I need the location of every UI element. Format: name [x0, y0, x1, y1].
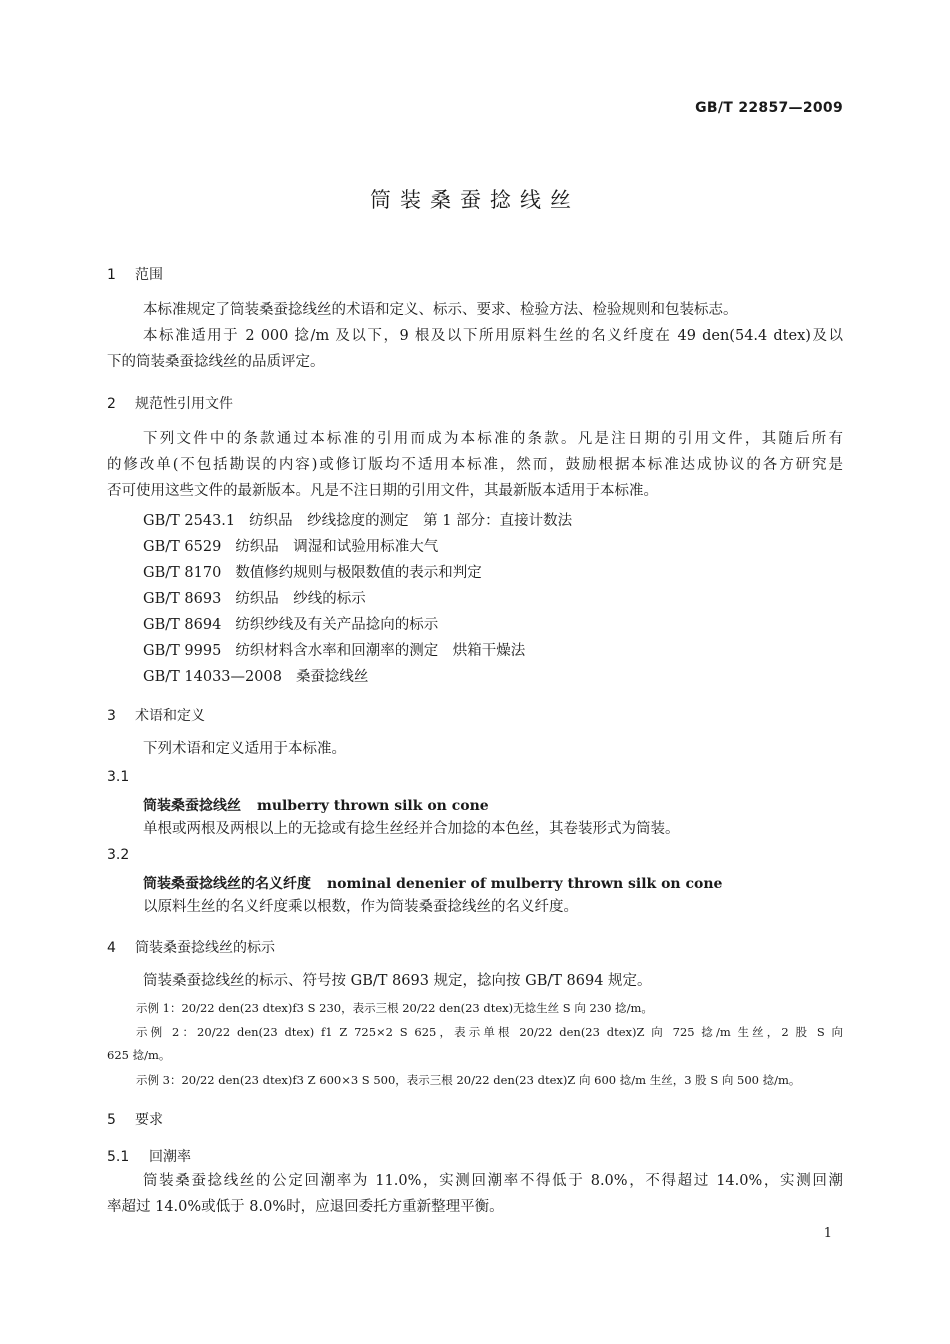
reference-title: 纺织材料含水率和回潮率的测定 烘箱干燥法: [235, 643, 526, 659]
section-number: 5: [107, 1112, 116, 1128]
reference-code: GB/T 8170: [143, 565, 222, 581]
reference-title: 数值修约规则与极限数值的表示和判定: [235, 565, 482, 581]
paragraph: 本标准规定了筒装桑蚕捻线丝的术语和定义、标示、要求、检验方法、检验规则和包装标志。: [143, 302, 738, 318]
reference-title: 纺织品 纱线捻度的测定 第 1 部分：直接计数法: [249, 513, 573, 529]
paragraph-continuation: 否可使用这些文件的最新版本。凡是不注日期的引用文件，其最新版本适用于本标准。: [107, 483, 658, 499]
section-2-heading: [107, 393, 233, 413]
paragraph: 下列文件中的条款通过本标准的引用而成为本标准的条款。凡是注日期的引用文件，其随后所有: [143, 431, 843, 447]
section-number: 3: [107, 708, 116, 724]
reference-item: [143, 587, 366, 608]
term-zh: 筒装桑蚕捻线丝的名义纤度: [143, 876, 311, 892]
section-number: 1: [107, 267, 116, 283]
term-heading: [143, 873, 722, 893]
paragraph-continuation: 的修改单(不包括勘误的内容)或修订版均不适用本标准，然而，鼓励根据本标准达成协议的各方研究是: [107, 457, 843, 473]
reference-title: 纺织品 调湿和试验用标准大气: [235, 539, 439, 555]
term-en: mulberry thrown silk on cone: [257, 798, 489, 814]
reference-code: GB/T 6529: [143, 539, 222, 555]
reference-title: 桑蚕捻线丝: [295, 669, 369, 685]
example-3: 示例 3：20/22 den(23 dtex)f3 Z 600×3 S 500，表示三根 20/22 den(23 dtex)Z 向 600 捻/m 生丝，3 股 S 向 500 捻/m。: [136, 1073, 801, 1087]
term-number: 3.2: [107, 847, 130, 863]
reference-code: GB/T 9995: [143, 643, 222, 659]
term-en: nominal denenier of mulberry thrown silk on cone: [327, 876, 723, 892]
example-2: 示例 2：20/22 den(23 dtex) f1 Z 725×2 S 625，表示单根 20/22 den(23 dtex)Z 向 725 捻/m 生丝，2 股 S 向: [136, 1025, 843, 1039]
example-2-continuation: 625 捻/m。: [107, 1048, 171, 1062]
paragraph: 下列术语和定义适用于本标准。: [143, 741, 346, 757]
term-zh: 筒装桑蚕捻线丝: [143, 798, 241, 814]
document-title: 筒装桑蚕捻线丝: [370, 188, 580, 212]
section-4-heading: [107, 937, 275, 957]
section-number: 4: [107, 940, 116, 956]
reference-code: GB/T 8694: [143, 617, 222, 633]
reference-item: [143, 561, 482, 582]
example-1: 示例 1：20/22 den(23 dtex)f3 S 230，表示三根 20/22 den(23 dtex)无捻生丝 S 向 230 捻/m。: [136, 1001, 653, 1015]
reference-title: 纺织纱线及有关产品捻向的标示: [235, 617, 439, 633]
section-title: 范围: [135, 267, 163, 283]
reference-title: 纺织品 纱线的标示: [235, 591, 366, 607]
reference-code: GB/T 2543.1: [143, 513, 236, 529]
standard-code: GB/T 22857—2009: [695, 100, 843, 116]
reference-code: GB/T 8693: [143, 591, 222, 607]
paragraph-continuation: 下的筒装桑蚕捻线丝的品质评定。: [107, 354, 325, 370]
section-5-heading: [107, 1109, 163, 1129]
reference-item: [143, 535, 438, 556]
section-1-heading: [107, 264, 163, 284]
term-definition: 以原料生丝的名义纤度乘以根数，作为筒装桑蚕捻线丝的名义纤度。: [143, 899, 578, 915]
section-number: 2: [107, 396, 116, 412]
reference-item: [143, 665, 368, 686]
term-definition: 单根或两根及两根以上的无捻或有捻生丝经并合加捻的本色丝，其卷装形式为筒装。: [143, 821, 680, 837]
section-3-heading: [107, 705, 205, 725]
section-title: 筒装桑蚕捻线丝的标示: [135, 940, 275, 956]
paragraph-continuation: 率超过 14.0%或低于 8.0%时，应退回委托方重新整理平衡。: [107, 1199, 504, 1215]
subsection-number: 5.1: [107, 1149, 130, 1165]
section-title: 规范性引用文件: [135, 396, 233, 412]
paragraph: 筒装桑蚕捻线丝的标示、符号按 GB/T 8693 规定，捻向按 GB/T 8694 规定。: [143, 973, 652, 989]
page-number: 1: [823, 1226, 832, 1241]
reference-item: [143, 639, 525, 660]
term-number: 3.1: [107, 769, 130, 785]
section-title: 要求: [135, 1112, 163, 1128]
section-title: 术语和定义: [135, 708, 205, 724]
reference-code: GB/T 14033—2008: [143, 669, 282, 685]
reference-item: [143, 613, 438, 634]
paragraph: 筒装桑蚕捻线丝的公定回潮率为 11.0%，实测回潮率不得低于 8.0%，不得超过 14.0%，实测回潮: [143, 1173, 843, 1189]
subsection-title: 回潮率: [149, 1149, 191, 1165]
reference-item: [143, 509, 572, 530]
subsection-5-1-heading: [107, 1146, 191, 1166]
paragraph: 本标准适用于 2 000 捻/m 及以下，9 根及以下所用原料生丝的名义纤度在 49 den(54.4 dtex)及以: [143, 328, 843, 344]
term-heading: [143, 795, 489, 815]
